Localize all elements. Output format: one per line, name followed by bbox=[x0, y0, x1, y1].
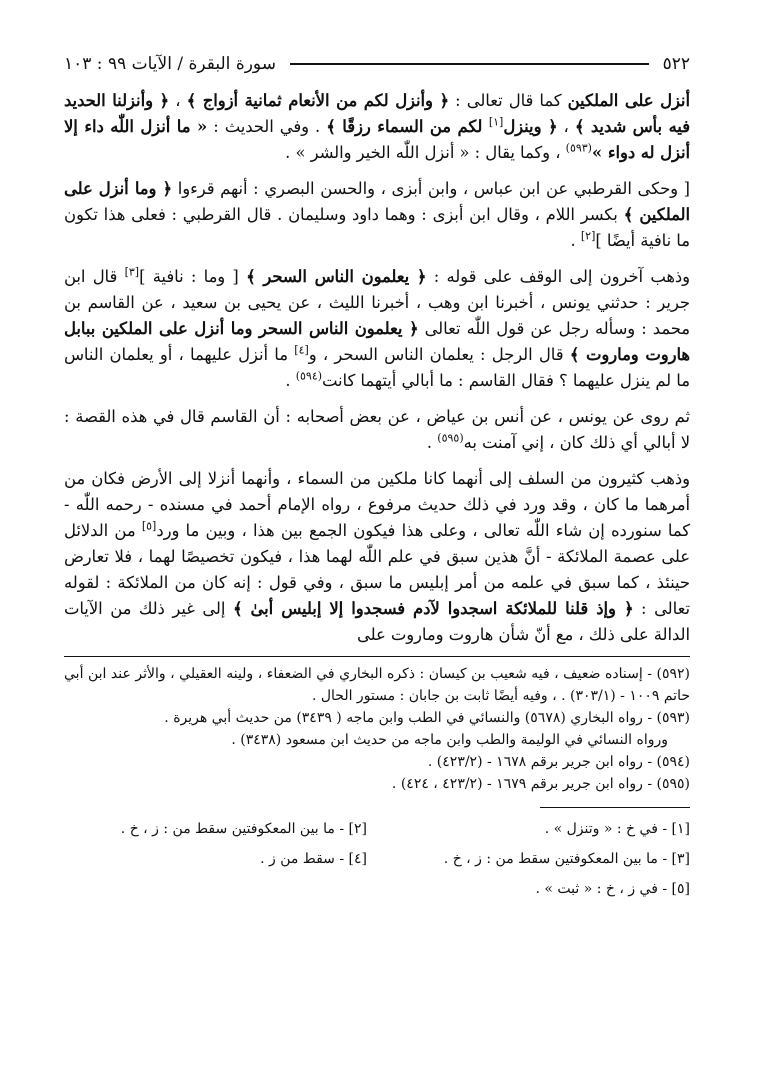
paragraph-3 bbox=[64, 264, 690, 394]
variant-notes bbox=[64, 814, 690, 904]
header-rule bbox=[290, 63, 649, 65]
footnote-separator bbox=[64, 656, 690, 657]
text-run: ، bbox=[169, 91, 187, 110]
quran-verse: ﴿ وإذ قلنا للملائكة اسجدوا لآدم فسجدوا إلا إبليس أبىٰ ﴾ bbox=[232, 599, 634, 618]
note-ref: [٤] bbox=[294, 343, 309, 357]
text-run: من الدلائل على عصمة الملائكة - أنَّ هذين سبق في علم اللّٰه لهما هذا ، فيكون تخصيصًا لهما ، فلا تعارض حينئذ ، كما سبق في علمه من أمر إبليس ما سبق ، وفي قول : إنه كان من الملائكة : لقوله تعالى : bbox=[64, 521, 690, 618]
page-header bbox=[64, 52, 690, 76]
notes-separator bbox=[540, 807, 690, 808]
text-run: [ وما : نافية ] bbox=[139, 267, 247, 286]
note-1: [١] - في خ : « وتنزل » . bbox=[544, 821, 690, 837]
text-run: أنزل على الملكين bbox=[567, 91, 690, 110]
text-run: قال الرجل : يعلمان الناس السحر ، و bbox=[308, 345, 570, 364]
footnote-594: (٥٩٤) - رواه ابن جرير برقم ١٦٧٨ - (٤٢٣/٢) . bbox=[427, 754, 690, 770]
footnote-593-continued bbox=[64, 729, 690, 751]
text-run: ما أنزل عليهما ، أو يعلمان الناس ما لم ينزل عليهما ؟ فقال القاسم : ما أبالي أيتهما كانت bbox=[64, 345, 690, 390]
paragraph-1 bbox=[64, 88, 690, 166]
footnote-ref: (٥٩٤) bbox=[295, 369, 323, 383]
paragraph-4 bbox=[64, 404, 690, 456]
text-run: . bbox=[285, 371, 296, 390]
quran-verse: ﴿ وما أنزل على الملكين ﴾ bbox=[64, 179, 690, 224]
note-ref: [٢] bbox=[580, 229, 596, 243]
text-run: . bbox=[570, 231, 581, 250]
footnote-592: (٥٩٢) - إسناده ضعيف ، فيه شعيب بن كيسان : ذكره البخاري في الضعفاء ، ولينه العقيلي ، والأثر عند ابن أبي حاتم ١٠٠٩ - (٣٠٣/١) . ، وفيه أيضًا ثابت بن جابان : مستور الحال . bbox=[64, 666, 690, 704]
footnote-593: (٥٩٣) - رواه البخاري (٥٦٧٨) والنسائي في الطب وابن ماجه ( ٣٤٣٩) من حديث أبي هريرة . bbox=[164, 710, 690, 726]
footnote-595: (٥٩٥) - رواه ابن جرير برقم ١٦٧٩ - (٤٢٣/٢ ، ٤٢٤) . bbox=[391, 776, 690, 792]
text-run: . bbox=[426, 433, 438, 452]
quran-verse: ﴿ وأنزل لكم من الأنعام ثمانية أزواج ﴾ bbox=[186, 91, 450, 110]
text-run: كما قال تعالى : bbox=[449, 91, 568, 110]
quran-verse: ﴿ وينزل bbox=[503, 117, 558, 136]
text-run: وذهب كثيرون من السلف إلى أنهما كانا ملكين من السماء ، وأنهما أنزلا إلى الأرض فكان من أمرهما ما كان ، وقد ورد في ذلك حديث مرفوع ، رواه الإمام أحمد في مسنده - رحمه اللّٰه - كما سنورده إن شاء اللّٰه تعالى ، وعلى هذا فيكون الجمع بين هذا ، وبين ما ورد bbox=[64, 469, 691, 540]
note-ref: [٣] bbox=[124, 265, 140, 279]
text-run: إلى غير ذلك من الآيات الدالة على ذلك ، مع أنّ شأن هاروت وماروت على bbox=[64, 599, 690, 644]
footnote-ref: (٥٩٣) bbox=[565, 141, 592, 155]
hadith-quote: « ما أنزل اللّٰه داء إلا أنزل له دواء » bbox=[64, 117, 690, 162]
quran-verse: ﴿ يعلمون الناس السحر ﴾ bbox=[246, 267, 427, 286]
text-run: وذهب آخرون إلى الوقف على قوله : bbox=[426, 267, 691, 286]
note-4: [٤] - سقط من ز . bbox=[260, 851, 367, 867]
note-ref: [١] bbox=[488, 115, 504, 129]
footnote-593-text: ورواه النسائي في الوليمة والطب وابن ماجه من حديث ابن مسعود (٣٤٣٨) . bbox=[231, 732, 668, 748]
running-title: سورة البقرة / الآيات ٩٩ : ١٠٣ bbox=[64, 54, 276, 74]
text-run: ثم روى عن يونس ، عن أنس بن عياض ، عن بعض أصحابه : أن القاسم قال في هذه القصة : لا أبالي أي ذلك كان ، إني آمنت به bbox=[64, 407, 690, 452]
note-5: [٥] - في ز ، خ : « ثبت » . bbox=[535, 881, 690, 897]
paragraph-2 bbox=[64, 176, 690, 254]
text-run: ، وكما يقال : « أنزل اللّٰه الخير والشر » . bbox=[285, 143, 566, 162]
quran-verse: لكم من السماء رزقًا ﴾ bbox=[326, 117, 489, 136]
text-run: [ وحكى القرطبي عن ابن عباس ، وابن أبزى ، والحسن البصري : أنهم قرءوا bbox=[172, 179, 690, 198]
note-ref: [٥] bbox=[141, 519, 157, 533]
note-2: [٢] - ما بين المعكوفتين سقط من : ز ، خ . bbox=[120, 821, 367, 837]
paragraph-5 bbox=[64, 466, 690, 648]
text-run: . وفي الحديث : bbox=[207, 117, 327, 136]
text-run: بكسر اللام ، وقال ابن أبزى : وهما داود وسليمان . قال القرطبي : فعلى هذا تكون ما نافية أيضًا ] bbox=[64, 205, 690, 250]
footnote-ref: (٥٩٥) bbox=[437, 431, 464, 445]
page-number: ٥٢٢ bbox=[662, 54, 690, 74]
footnotes bbox=[64, 663, 690, 795]
note-3: [٣] - ما بين المعكوفتين سقط من : ز ، خ . bbox=[443, 851, 690, 867]
quran-verse: ﴿ يعلمون الناس السحر وما أنزل على الملكين ببابل هاروت وماروت ﴾ bbox=[64, 319, 691, 364]
quran-verse: ﴿ وأنزلنا الحديد فيه بأس شديد ﴾ bbox=[64, 91, 690, 136]
text-run: ، bbox=[557, 117, 575, 136]
text-run: قال ابن جرير : حدثني يونس ، أخبرنا ابن وهب ، أخبرنا الليث ، عن يحيى بن سعيد ، عن القاسم بن محمد : وسأله رجل عن قول اللّٰه تعالى bbox=[64, 267, 690, 338]
